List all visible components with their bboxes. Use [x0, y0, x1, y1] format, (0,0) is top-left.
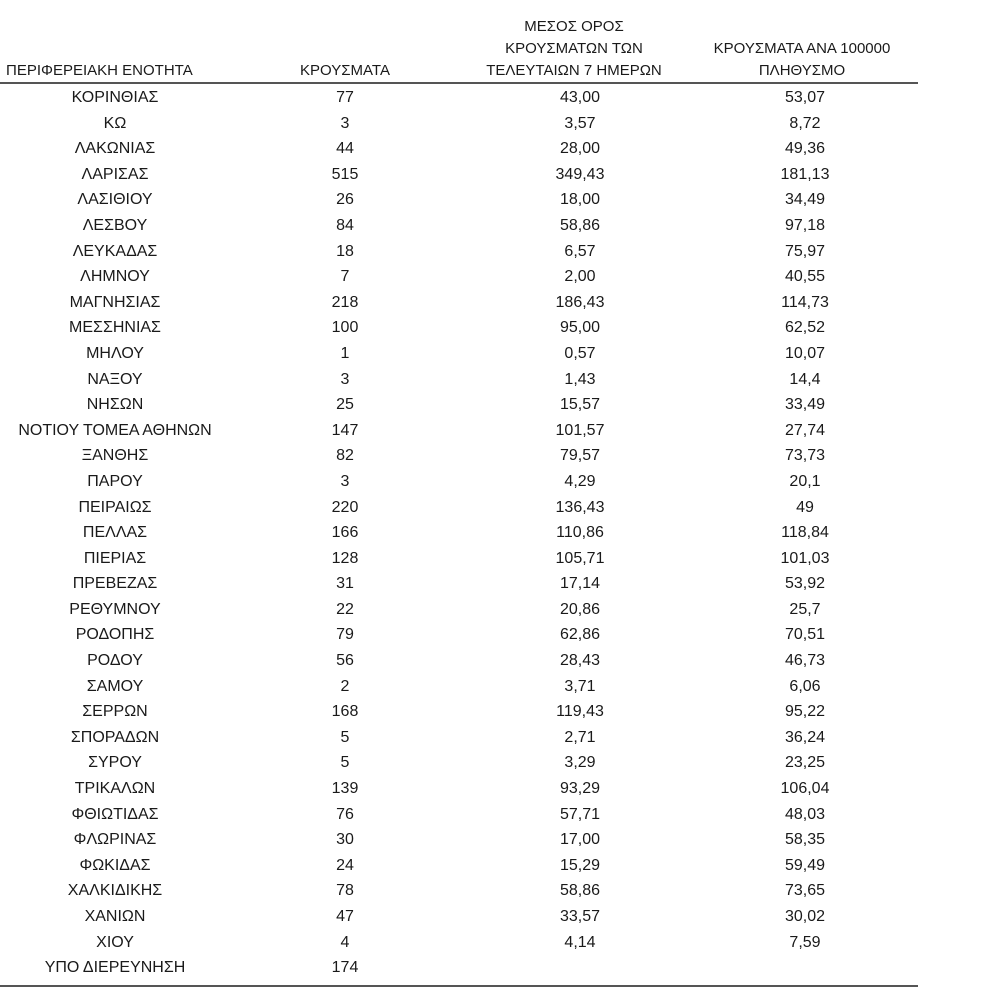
cell-cases: 220 [331, 498, 359, 516]
table-row [0, 904, 918, 930]
cell-cases: 82 [336, 447, 354, 465]
cell-cases: 4 [340, 933, 350, 951]
cell-seven-day-average: 105,71 [555, 549, 605, 567]
cell-seven-day-average: 3,71 [564, 677, 596, 695]
table-row [0, 571, 918, 597]
table-row [0, 162, 918, 188]
table-bottom-divider [0, 985, 918, 987]
table-row [0, 315, 918, 341]
cell-seven-day-average: 15,57 [559, 396, 601, 414]
cell-region: ΠΕΛΛΑΣ [82, 524, 148, 542]
cell-region: ΥΠΟ ΔΙΕΡΕΥΝΗΣΗ [44, 959, 186, 977]
cell-region: ΛΗΜΝΟΥ [80, 268, 150, 286]
cell-region: ΛΑΚΩΝΙΑΣ [74, 140, 156, 158]
cell-seven-day-average: 0,57 [564, 344, 596, 362]
cell-cases-per-100000: 27,74 [784, 421, 826, 439]
cell-cases: 5 [340, 728, 350, 746]
cell-cases: 7 [340, 268, 350, 286]
cell-cases-per-100000: 20,1 [789, 472, 821, 490]
table-row [0, 827, 918, 853]
cell-region: ΞΑΝΘΗΣ [81, 447, 149, 465]
cell-seven-day-average: 119,43 [556, 703, 604, 721]
table-row [0, 674, 918, 700]
cell-region: ΧΙΟΥ [96, 933, 134, 951]
cell-cases: 26 [336, 191, 354, 209]
cell-seven-day-average: 95,00 [559, 319, 601, 337]
table-row [0, 443, 918, 469]
table-row [0, 469, 918, 495]
header-avg-line-2: ΚΡΟΥΣΜΑΤΩΝ ΤΩΝ [505, 40, 643, 57]
cell-seven-day-average: 93,29 [559, 780, 601, 798]
cell-seven-day-average: 101,57 [555, 421, 605, 439]
table-row [0, 341, 918, 367]
table-row [0, 546, 918, 572]
table-row [0, 597, 918, 623]
cell-region: ΝΗΣΩΝ [86, 396, 144, 414]
cell-cases-per-100000: 118,84 [781, 524, 829, 542]
cell-cases: 3 [340, 472, 350, 490]
cell-cases: 18 [336, 242, 354, 260]
cell-cases: 84 [336, 216, 354, 234]
cell-cases-per-100000: 95,22 [784, 703, 826, 721]
table-row [0, 648, 918, 674]
table-row [0, 392, 918, 418]
cell-cases-per-100000: 53,92 [784, 575, 826, 593]
cell-cases: 78 [336, 882, 354, 900]
cell-region: ΣΥΡΟΥ [88, 754, 142, 772]
header-avg-line-1: ΜΕΣΟΣ ΟΡΟΣ [524, 18, 624, 35]
cell-cases: 44 [336, 140, 354, 158]
cell-region: ΚΟΡΙΝΘΙΑΣ [71, 89, 159, 106]
cell-region: ΜΑΓΝΗΣΙΑΣ [69, 293, 161, 311]
cell-cases: 1 [340, 344, 350, 362]
cell-cases: 515 [331, 165, 359, 183]
cell-seven-day-average: 136,43 [555, 498, 605, 516]
cell-seven-day-average: 20,86 [559, 600, 601, 618]
cell-region: ΦΛΩΡΙΝΑΣ [73, 831, 157, 849]
cell-cases-per-100000: 73,73 [784, 447, 826, 465]
table-row [0, 750, 918, 776]
cell-cases: 100 [331, 319, 359, 337]
table-row [0, 187, 918, 213]
table-row [0, 853, 918, 879]
cell-cases-per-100000: 30,02 [784, 908, 826, 925]
cell-region: ΣΑΜΟΥ [86, 677, 144, 695]
cell-region: ΠΑΡΟΥ [87, 472, 143, 490]
cell-seven-day-average: 4,29 [564, 472, 596, 490]
table-header [0, 6, 918, 82]
table-row [0, 878, 918, 904]
cell-seven-day-average: 33,57 [559, 908, 601, 925]
cell-cases: 147 [331, 421, 359, 439]
cell-region: ΛΑΣΙΘΙΟΥ [77, 191, 153, 209]
cell-cases-per-100000: 25,7 [789, 600, 821, 618]
header-cases [280, 60, 410, 82]
cell-region: ΤΡΙΚΑΛΩΝ [74, 780, 156, 798]
cell-region: ΦΩΚΙΔΑΣ [79, 856, 151, 874]
cell-seven-day-average: 2,00 [564, 268, 596, 286]
table-row [0, 264, 918, 290]
cell-region: ΡΟΔΟΥ [87, 652, 143, 670]
cell-cases-per-100000: 73,65 [784, 882, 826, 900]
cell-cases-per-100000: 46,73 [784, 652, 826, 670]
table-row [0, 418, 918, 444]
table-row [0, 111, 918, 137]
table-row [0, 239, 918, 265]
cell-seven-day-average: 186,43 [555, 293, 605, 311]
cell-cases: 3 [340, 370, 350, 388]
table-row [0, 776, 918, 802]
table-body [0, 85, 918, 981]
header-cases-per-100000 [680, 38, 924, 82]
cell-cases-per-100000: 14,4 [789, 370, 821, 388]
table-row [0, 699, 918, 725]
header-per-line-2: ΠΛΗΘΥΣΜΟ [758, 62, 846, 79]
cell-seven-day-average: 110,86 [556, 524, 604, 542]
cell-cases: 79 [336, 626, 354, 644]
cell-cases-per-100000: 8,72 [789, 114, 821, 132]
cell-cases-per-100000: 33,49 [784, 396, 826, 414]
cell-region: ΚΩ [103, 114, 127, 132]
header-divider [0, 82, 918, 84]
cell-region: ΝΑΞΟΥ [87, 370, 143, 388]
cell-region: ΛΕΥΚΑΔΑΣ [72, 242, 158, 260]
cell-seven-day-average: 58,86 [559, 882, 601, 900]
cell-seven-day-average: 17,14 [559, 575, 601, 593]
cell-region: ΠΡΕΒΕΖΑΣ [72, 575, 158, 593]
header-avg-line-3: ΤΕΛΕΥΤΑΙΩΝ 7 ΗΜΕΡΩΝ [486, 62, 662, 79]
cell-seven-day-average: 62,86 [559, 626, 601, 644]
cell-cases: 76 [336, 805, 354, 823]
cell-cases-per-100000: 48,03 [784, 805, 826, 823]
cell-region: ΠΙΕΡΙΑΣ [83, 549, 147, 567]
cell-cases-per-100000: 23,25 [784, 754, 826, 772]
cell-seven-day-average: 18,00 [559, 191, 601, 209]
cell-cases-per-100000: 181,13 [780, 165, 830, 183]
cell-cases: 139 [331, 780, 359, 798]
table-row [0, 85, 918, 111]
cell-seven-day-average: 349,43 [555, 165, 605, 183]
cell-cases: 47 [336, 908, 354, 925]
cell-cases: 56 [336, 652, 354, 670]
cell-region: ΜΕΣΣΗΝΙΑΣ [69, 319, 161, 337]
table-row [0, 213, 918, 239]
cell-cases-per-100000: 53,07 [784, 89, 826, 106]
cell-cases: 22 [336, 600, 354, 618]
cell-seven-day-average: 28,43 [559, 652, 601, 670]
cell-cases-per-100000: 10,07 [784, 344, 826, 362]
table-row [0, 290, 918, 316]
cell-cases-per-100000: 70,51 [784, 626, 826, 644]
cell-cases-per-100000: 58,35 [784, 831, 826, 849]
cell-cases-per-100000: 97,18 [784, 216, 826, 234]
cell-seven-day-average: 15,29 [559, 856, 601, 874]
cell-cases: 2 [340, 677, 350, 695]
table-row [0, 495, 918, 521]
cell-cases: 5 [340, 754, 350, 772]
cell-cases: 25 [336, 396, 354, 414]
header-region-label: ΠΕΡΙΦΕΡΕΙΑΚΗ ΕΝΟΤΗΤΑ [6, 62, 193, 79]
cell-region: ΛΕΣΒΟΥ [82, 216, 148, 234]
cell-cases: 30 [336, 831, 354, 849]
cell-cases-per-100000: 34,49 [784, 191, 826, 209]
cell-cases: 174 [331, 959, 359, 977]
cell-cases-per-100000: 36,24 [784, 728, 826, 746]
cell-seven-day-average: 3,29 [564, 754, 596, 772]
cell-cases-per-100000: 49,36 [784, 140, 826, 158]
cell-region: ΣΠΟΡΑΔΩΝ [70, 728, 160, 746]
cell-cases-per-100000: 75,97 [784, 242, 826, 260]
cell-seven-day-average: 79,57 [559, 447, 601, 465]
cell-cases-per-100000: 106,04 [780, 780, 830, 798]
cell-cases: 128 [331, 549, 359, 567]
cell-region: ΦΘΙΩΤΙΔΑΣ [71, 805, 159, 823]
cell-seven-day-average: 28,00 [559, 140, 601, 158]
cell-region: ΛΑΡΙΣΑΣ [81, 165, 149, 183]
cell-region: ΜΗΛΟΥ [86, 344, 144, 362]
cell-cases-per-100000: 59,49 [784, 856, 826, 874]
cell-region: ΧΑΝΙΩΝ [84, 908, 146, 925]
cell-region: ΝΟΤΙΟΥ ΤΟΜΕΑ ΑΘΗΝΩΝ [18, 421, 212, 439]
cell-seven-day-average: 58,86 [559, 216, 601, 234]
table-row [0, 520, 918, 546]
header-per-line-1: ΚΡΟΥΣΜΑΤΑ ΑΝΑ 100000 [713, 40, 891, 57]
table-row [0, 622, 918, 648]
cell-cases: 77 [336, 89, 354, 106]
cell-cases-per-100000: 6,06 [789, 677, 821, 695]
cell-region: ΣΕΡΡΩΝ [82, 703, 148, 721]
cell-region: ΡΟΔΟΠΗΣ [75, 626, 155, 644]
cell-cases: 218 [331, 293, 359, 311]
cell-seven-day-average: 43,00 [559, 89, 601, 106]
cell-seven-day-average: 3,57 [564, 114, 596, 132]
cell-cases-per-100000: 114,73 [781, 293, 829, 311]
cell-cases: 166 [331, 524, 359, 542]
cell-region: ΡΕΘΥΜΝΟΥ [69, 600, 161, 618]
cell-cases-per-100000: 49 [796, 498, 814, 516]
cell-cases: 168 [331, 703, 359, 721]
header-region [6, 60, 236, 82]
table-row [0, 930, 918, 956]
cell-cases-per-100000: 62,52 [784, 319, 826, 337]
cell-seven-day-average: 4,14 [564, 933, 596, 951]
table-row [0, 136, 918, 162]
table-row [0, 725, 918, 751]
cell-seven-day-average: 1,43 [564, 370, 596, 388]
cell-region: ΠΕΙΡΑΙΩΣ [78, 498, 152, 516]
table-row [0, 955, 918, 981]
cell-seven-day-average: 6,57 [564, 242, 596, 260]
cell-cases: 3 [340, 114, 350, 132]
cell-seven-day-average: 2,71 [564, 728, 596, 746]
cell-cases-per-100000: 101,03 [780, 549, 830, 567]
cell-cases-per-100000: 7,59 [789, 933, 821, 951]
table-row [0, 367, 918, 393]
cell-cases: 31 [336, 575, 354, 593]
cell-cases: 24 [336, 856, 354, 874]
cell-seven-day-average: 57,71 [559, 805, 601, 823]
cell-region: ΧΑΛΚΙΔΙΚΗΣ [67, 882, 163, 900]
cell-cases-per-100000: 40,55 [784, 268, 826, 286]
cell-seven-day-average: 17,00 [559, 831, 601, 849]
header-seven-day-average [455, 16, 693, 82]
table-row [0, 802, 918, 828]
header-cases-label: ΚΡΟΥΣΜΑΤΑ [300, 62, 390, 79]
